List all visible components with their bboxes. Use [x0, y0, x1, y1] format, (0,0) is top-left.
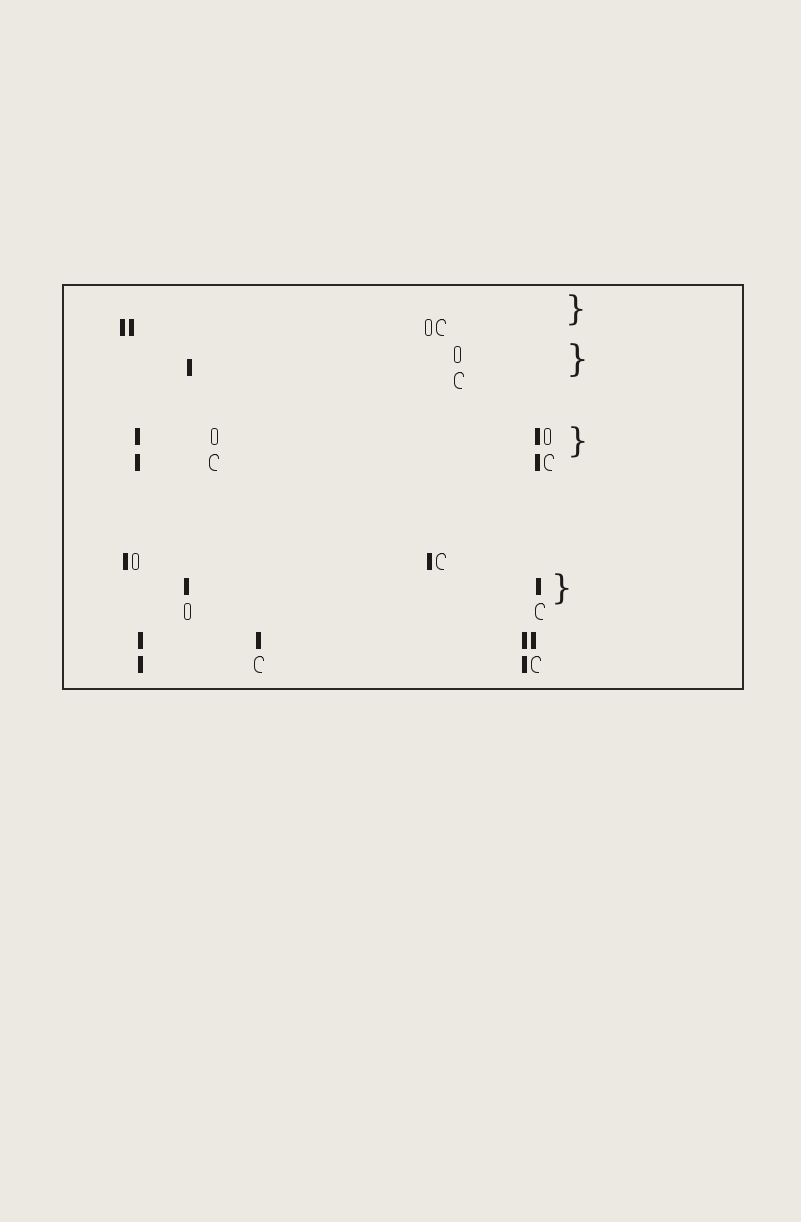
x-chromosome-W-icon	[256, 632, 261, 649]
brace-icon: }	[567, 421, 589, 461]
x-chromosome-w-icon	[425, 319, 432, 336]
x-chromosome-W-icon	[184, 578, 189, 595]
fig-f1w-sym	[121, 551, 141, 570]
figure-20-box	[62, 284, 744, 690]
x-chromosome-W-icon	[123, 553, 128, 570]
x-chromosome-W-icon	[427, 553, 432, 570]
fig-male-symbol	[423, 317, 446, 336]
y-chromosome-w-icon	[531, 656, 539, 673]
x-chromosome-W-icon	[138, 656, 143, 673]
fig-eizelle-symbol	[185, 357, 194, 376]
fig-t2-sym	[207, 452, 219, 471]
fig-e1-sym	[133, 426, 142, 445]
x-chromosome-w-icon	[184, 603, 191, 620]
y-chromosome-w-icon	[254, 656, 262, 673]
x-chromosome-W-icon	[138, 632, 143, 649]
fig-tb1	[254, 630, 263, 649]
x-chromosome-w-icon	[454, 346, 461, 363]
x-chromosome-W-icon	[536, 578, 541, 595]
x-chromosome-w-icon	[211, 428, 218, 445]
fig-ps2-sym	[533, 601, 545, 620]
fig-tc2	[520, 654, 541, 673]
y-chromosome-w-icon	[209, 454, 217, 471]
brace-icon: }	[566, 339, 589, 380]
x-chromosome-W-icon	[135, 428, 140, 445]
x-chromosome-W-icon	[187, 359, 192, 376]
x-chromosome-W-icon	[522, 632, 527, 649]
y-chromosome-w-icon	[436, 553, 444, 570]
x-chromosome-W-icon	[535, 454, 540, 471]
x-chromosome-w-icon	[132, 553, 139, 570]
y-chromosome-w-icon	[454, 372, 462, 389]
y-chromosome-w-icon	[544, 454, 552, 471]
fig-ps1-sym	[534, 576, 543, 595]
x-chromosome-W-icon	[535, 428, 540, 445]
fig-pe1-sym	[182, 576, 191, 595]
fig-tb2	[252, 654, 264, 673]
fig-pe2-sym	[182, 601, 193, 620]
x-chromosome-W-icon	[135, 454, 140, 471]
x-chromosome-W-icon	[531, 632, 536, 649]
fig-t1-sym	[209, 426, 220, 445]
x-chromosome-W-icon	[120, 319, 125, 336]
y-chromosome-w-icon	[436, 319, 444, 336]
fig-ta2	[136, 654, 145, 673]
y-chromosome-w-icon	[535, 603, 543, 620]
fig-teils-y	[452, 370, 464, 389]
fig-female-symbol	[118, 317, 136, 336]
fig-ta1	[136, 630, 145, 649]
fig-e2-sym	[133, 452, 142, 471]
fig-r2-sym	[533, 452, 554, 471]
x-chromosome-w-icon	[544, 428, 551, 445]
fig-tc1	[520, 630, 538, 649]
fig-teils-x	[452, 344, 463, 363]
fig-f1m-sym	[425, 551, 446, 570]
brace-icon: }	[565, 289, 587, 329]
fig-r1-sym	[533, 426, 553, 445]
x-chromosome-W-icon	[129, 319, 134, 336]
brace-icon: }	[551, 568, 573, 608]
x-chromosome-W-icon	[522, 656, 527, 673]
